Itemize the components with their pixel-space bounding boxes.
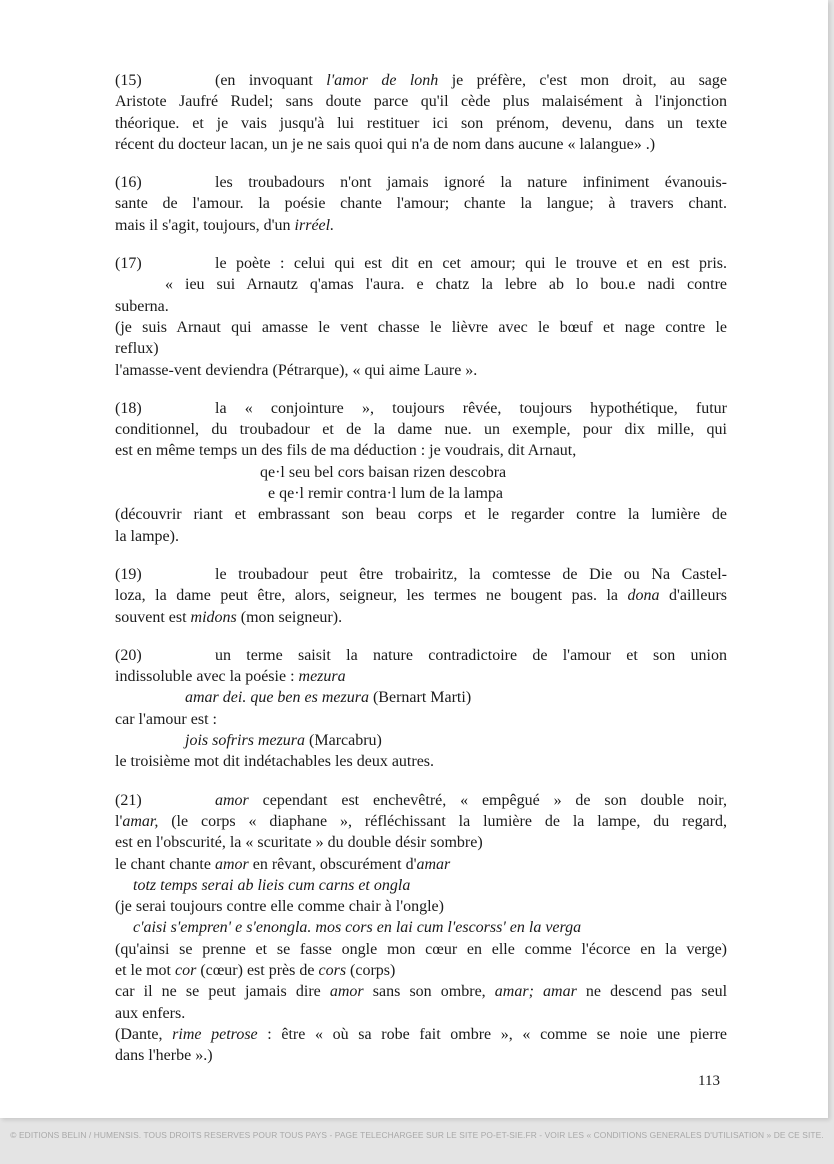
text-segment: (Marcabru) [305, 732, 382, 750]
text-line [115, 854, 727, 875]
text-segment: sans son ombre, [363, 983, 495, 1001]
text-line [115, 607, 727, 628]
text-segment: (qu'ainsi se prenne et se fasse ongle mon cœur en elle comme l'écorce en la verge) [115, 940, 727, 958]
text-segment: (le corps « diaphane », réfléchissant la lumière de la lampe, du regard, [158, 812, 727, 830]
text-segment: la « conjointure », toujours rêvée, toujours hypothétique, futur [215, 399, 727, 417]
text-line [115, 1003, 727, 1024]
text-segment: (Bernart Marti) [368, 689, 472, 707]
text-segment: (cœur) est près de [196, 961, 319, 979]
text-segment: cors [318, 961, 347, 979]
text-segment: « ieu sui Arnautz q'amas l'aura. e chatz la lebre ab lo bou.e nadi contre [165, 276, 727, 294]
body-text [115, 70, 727, 1083]
text-segment: (je suis Arnaut qui amasse le vent chasse le lièvre avec le bœuf et nage contre le [115, 318, 727, 336]
note-number: (15) [115, 72, 142, 89]
text-segment: : être « où sa robe fait ombre », « comme se noie une pierre [257, 1025, 727, 1043]
text-line [115, 564, 727, 585]
text-line [115, 645, 727, 666]
note-19 [115, 564, 727, 628]
text-line [115, 193, 727, 214]
quote-line [115, 483, 727, 504]
text-segment: (mon seigneur). [236, 608, 343, 626]
quote-line [115, 917, 727, 938]
text-segment: (je serai toujours contre elle comme chair à l'ongle) [115, 898, 444, 916]
text-segment: l'amasse-vent deviendra (Pétrarque), « qui aime Laure ». [115, 361, 478, 379]
text-line [115, 360, 727, 381]
text-line [115, 709, 727, 730]
quote-line [115, 875, 727, 896]
text-line [115, 832, 727, 853]
quote-line [115, 730, 727, 751]
quote-line [115, 462, 727, 483]
text-segment: amor [215, 791, 249, 809]
text-segment: ne descend pas seul [576, 983, 727, 1001]
copyright-footer: © EDITIONS BELIN / HUMENSIS. TOUS DROITS RESERVES POUR TOUS PAYS - PAGE TELECHARGEE SUR LE SITE PO-ET-SIE.FR - VOIR LES « CONDITIONS GENERALES D'UTILISATION » DE CE SITE. [10, 1130, 824, 1140]
text-segment: c'aisi s'empren' e s'enongla. mos cors en lai cum l'escorss' en la verga [133, 919, 582, 937]
text-segment: amor [329, 983, 364, 1001]
text-segment: est en l'obscurité, la « scuritate » du double désir sombre) [115, 834, 483, 852]
text-segment: amor [214, 855, 249, 873]
note-number: (21) [115, 791, 142, 809]
text-segment: (Dante, [115, 1025, 173, 1043]
text-line [115, 296, 727, 317]
text-segment: sante de l'amour. la poésie chante l'amour; chante la langue; à travers chant. [115, 195, 727, 213]
text-segment: aux enfers. [115, 1004, 186, 1022]
text-segment: un terme saisit la nature contradictoire de l'amour et son union [215, 646, 727, 664]
text-line [115, 896, 727, 917]
text-segment: (découvrir riant et embrassant son beau corps et le regarder contre la lumière de [115, 506, 727, 524]
text-segment: midons [190, 608, 237, 626]
text-line [115, 981, 727, 1002]
text-segment: jois sofrirs mezura [185, 732, 306, 750]
text-line [115, 751, 727, 772]
text-segment: est en même temps un des fils de ma déduction : je voudrais, dit Arnaut, [115, 442, 577, 460]
text-segment: rime petrose [172, 1025, 258, 1043]
text-segment: le troisième mot dit indétachables les deux autres. [115, 753, 435, 771]
note-number: (19) [115, 565, 142, 583]
text-segment: amar [416, 855, 451, 873]
quote-line [115, 687, 727, 708]
note-18 [115, 398, 727, 547]
text-segment: amar, [122, 812, 159, 830]
text-segment: mais il s'agit, toujours, d'un [115, 216, 295, 234]
note-number: (20) [115, 646, 142, 664]
note-number: (16) [115, 174, 142, 192]
text-line [115, 253, 727, 274]
text-line [115, 172, 727, 193]
text-segment: Aristote Jaufré Rudel; sans doute parce qu'il cède plus malaisément à l'injonction [115, 93, 727, 111]
text-line [115, 338, 727, 359]
text-segment: dans l'herbe ».) [115, 1047, 213, 1065]
text-segment: amar; amar [494, 983, 577, 1001]
text-segment: le chant chante [115, 855, 215, 873]
text-line [115, 811, 727, 832]
note-number: (17) [115, 255, 142, 273]
text-line [115, 585, 727, 606]
text-segment: (corps) [346, 961, 396, 979]
note-number: (18) [115, 399, 142, 417]
text-segment: récent du docteur lacan, un je ne sais quoi qui n'a de nom dans aucune « lalangue» .) [115, 135, 656, 153]
text-segment: souvent est [115, 608, 191, 626]
text-line [115, 960, 727, 981]
text-segment: les troubadours n'ont jamais ignoré la nature infiniment évanouis- [215, 174, 727, 192]
note-17 [115, 253, 727, 381]
text-line [115, 440, 727, 461]
text-line [115, 91, 727, 112]
text-line [115, 70, 727, 91]
text-segment: cependant est enchevêtré, « empêgué » de son double noir, [248, 791, 727, 809]
page-number: 113 [698, 1073, 720, 1089]
text-segment: totz temps serai ab lieis cum carns et ongla [133, 876, 411, 894]
text-line [115, 134, 727, 155]
text-segment: (en invoquant [215, 72, 327, 89]
text-line [115, 666, 727, 687]
text-segment: car il ne se peut jamais dire [115, 983, 330, 1001]
text-segment: qe·l seu bel cors baisan rizen descobra [260, 463, 507, 481]
text-segment: dona [627, 587, 660, 605]
text-line [115, 274, 727, 295]
text-segment: l' [115, 812, 123, 830]
note-15 [115, 70, 727, 155]
text-line [115, 113, 727, 134]
text-segment: la lampe). [115, 527, 179, 545]
text-line [115, 419, 727, 440]
text-line [115, 939, 727, 960]
text-segment: en rêvant, obscurément d' [248, 855, 417, 873]
text-segment: conditionnel, du troubadour et de la dame nue. un exemple, pour dix mille, qui [115, 421, 727, 439]
text-segment: loza, la dame peut être, alors, seigneur, les termes ne bougent pas. la [115, 587, 628, 605]
text-segment: irréel. [294, 216, 335, 234]
text-segment: le troubadour peut être trobairitz, la comtesse de Die ou Na Castel- [215, 565, 727, 583]
text-segment: amar dei. que ben es mezura [185, 689, 369, 707]
text-segment: théorique. et je vais jusqu'à lui restituer ici son prénom, devenu, dans un texte [115, 114, 727, 132]
text-segment: car l'amour est : [115, 710, 217, 728]
text-segment: mezura [298, 668, 346, 686]
note-20 [115, 645, 727, 773]
text-segment: le poète : celui qui est dit en cet amour; qui le trouve et en est pris. [215, 255, 727, 273]
note-21 [115, 790, 727, 1067]
text-segment: reflux) [115, 340, 159, 358]
text-line [115, 398, 727, 419]
note-16 [115, 172, 727, 236]
text-line [115, 215, 727, 236]
text-segment: l'amor de lonh [326, 72, 439, 89]
text-segment: cor [174, 961, 197, 979]
text-line [115, 504, 727, 525]
text-segment: je préfère, c'est mon droit, au sage [438, 72, 727, 89]
text-line [115, 1024, 727, 1045]
text-segment: e qe·l remir contra·l lum de la lampa [268, 485, 504, 503]
text-segment: et le mot [115, 961, 175, 979]
text-line [115, 317, 727, 338]
text-line [115, 790, 727, 811]
text-segment: indissoluble avec la poésie : [115, 668, 299, 686]
text-line [115, 526, 727, 547]
text-segment: d'ailleurs [659, 587, 727, 605]
text-segment: suberna. [115, 297, 169, 315]
text-line [115, 1045, 727, 1066]
